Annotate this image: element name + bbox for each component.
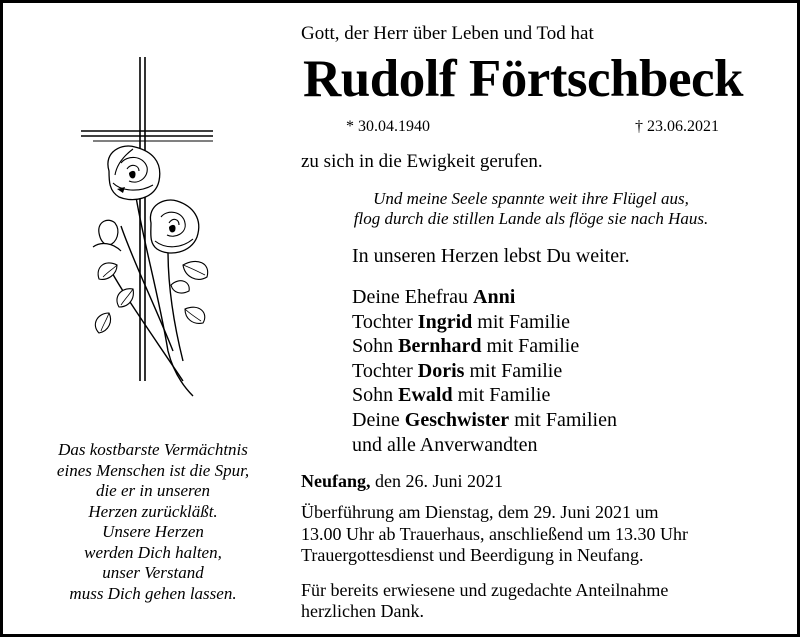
quote-line: Herzen zurückläßt. bbox=[88, 501, 218, 521]
thanks-text bbox=[301, 580, 771, 622]
called-line: zu sich in die Ewigkeit gerufen. bbox=[301, 151, 543, 172]
funeral-details bbox=[301, 502, 771, 567]
death-date: † 23.06.2021 bbox=[635, 118, 719, 135]
mourner-line: Sohn Bernhard mit Familie bbox=[352, 335, 580, 358]
quote-line: werden Dich halten, bbox=[84, 542, 222, 562]
place-date-line: Neufang, den 26. Juni 2021 bbox=[301, 471, 504, 491]
funeral-line: Trauergottesdienst und Beerdigung in Neufang. bbox=[301, 545, 644, 565]
quote-line: Unsere Herzen bbox=[102, 522, 204, 541]
poem bbox=[301, 189, 761, 229]
mourner-line: Tochter Doris mit Familie bbox=[352, 359, 563, 382]
poem-line: Und meine Seele spannte weit ihre Flügel aus, bbox=[373, 189, 689, 208]
memorial-quote bbox=[23, 440, 283, 604]
mourner-line: Sohn Ewald mit Familie bbox=[352, 384, 551, 407]
mourners-list bbox=[352, 285, 617, 457]
funeral-line: 13.00 Uhr ab Trauerhaus, anschließend um 13.30 Uhr bbox=[301, 523, 688, 544]
quote-line: unser Verstand bbox=[102, 563, 204, 582]
funeral-line: Überführung am Dienstag, dem 29. Juni 2021 um bbox=[301, 502, 659, 522]
thanks-line: herzlichen Dank. bbox=[301, 601, 424, 621]
quote-line: die er in unseren bbox=[95, 481, 211, 500]
mourner-line: Deine Ehefrau Anni bbox=[352, 286, 516, 308]
hearts-line: In unseren Herzen lebst Du weiter. bbox=[352, 245, 630, 267]
birth-date: * 30.04.1940 bbox=[346, 118, 430, 135]
poem-line: flog durch die stillen Lande als flöge sie nach Haus. bbox=[353, 209, 709, 228]
quote-line: eines Menschen ist die Spur, bbox=[56, 460, 250, 480]
mourner-line: Deine Geschwister mit Familien bbox=[352, 408, 617, 431]
quote-line: Das kostbarste Vermächtnis bbox=[58, 440, 248, 459]
deceased-name: Rudolf Förtschbeck bbox=[303, 50, 744, 108]
cross-with-roses-icon bbox=[73, 51, 233, 411]
quote-line: muss Dich gehen lassen. bbox=[69, 583, 237, 603]
mourner-line: und alle Anverwandten bbox=[352, 433, 538, 456]
thanks-line: Für bereits erwiesene und zugedachte Anteilnahme bbox=[301, 580, 669, 600]
mourner-line: Tochter Ingrid mit Familie bbox=[352, 310, 571, 333]
intro-line: Gott, der Herr über Leben und Tod hat bbox=[301, 23, 594, 44]
